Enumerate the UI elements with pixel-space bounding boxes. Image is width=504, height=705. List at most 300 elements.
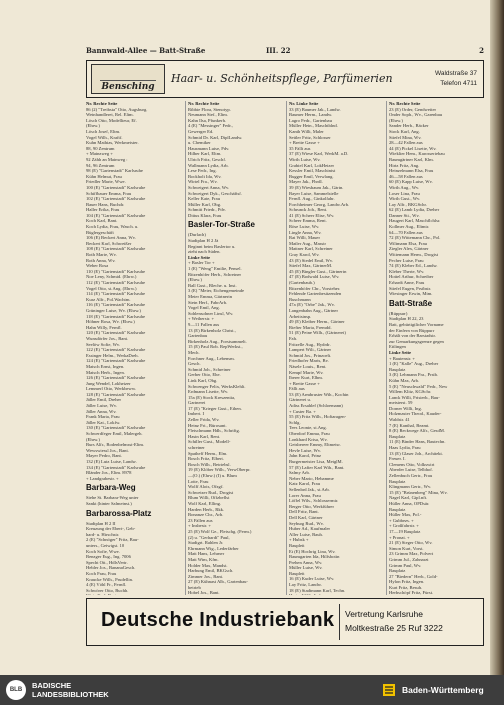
column-divider bbox=[386, 101, 387, 595]
directory-entry: Lagro Fedr., Gartenbau bbox=[289, 117, 332, 123]
directory-entry: Dell Fritz, Bant. bbox=[289, 509, 319, 515]
directory-entry: Seyburg Rud., Wv. bbox=[289, 520, 324, 526]
directory-entry: 122 (E) "Gartenstadt" Karlsruhe bbox=[86, 347, 146, 353]
column-divider bbox=[185, 101, 186, 595]
directory-entry: (Ehrw.) bbox=[389, 117, 403, 123]
directory-entry: Lay Fritz, Landw. bbox=[289, 582, 322, 588]
library-name-line2: LANDESBIBLIOTHEK bbox=[32, 690, 109, 699]
directory-entry: Stiefel Max, GärtnerM. bbox=[289, 263, 333, 269]
directory-entry: Mattner Karl, Schreiner bbox=[289, 246, 333, 252]
directory-entry: Bockholt Ida, Wv. bbox=[188, 173, 222, 179]
directory-entry: Hylon Fritz, Ingen. bbox=[389, 579, 425, 585]
directory-entry: Schmid Dr. Karl, DiplLandw. bbox=[188, 134, 243, 140]
directory-entry: 21 (E) Sieger Otto, Wv. bbox=[389, 540, 433, 546]
directory-entry: 49 (E) Kleiber Herm., Gärtner bbox=[289, 319, 345, 325]
directory-entry: Bauplatz bbox=[389, 568, 406, 574]
directory-column-2 bbox=[188, 101, 284, 595]
directory-entry: Neber Mario, Hebamme bbox=[289, 475, 334, 481]
directory-entry: 25 (E) Wolf Ge., Fleischg. (Ferm.) bbox=[188, 528, 252, 534]
directory-entry: Link Karl, Obg. bbox=[188, 377, 218, 383]
directory-entry: 47a (E) "Orbe" Jak., Wv. bbox=[289, 302, 335, 308]
directory-entry: Dorner Willi, Ing. bbox=[389, 405, 422, 411]
directory-entry: 43 (E) Siedel Emil, Wv. bbox=[289, 257, 334, 263]
directory-entry: Harden Herb., Rkk. bbox=[188, 506, 225, 512]
directory-entry: Blum Willi, Offzbeflst bbox=[188, 495, 230, 501]
directory-entry: Jahn Karol, Prinz bbox=[289, 453, 322, 459]
book-spine bbox=[490, 0, 504, 675]
directory-entry: u. Chemiker bbox=[188, 140, 211, 146]
directory-entry: Wieklier Hem., Karosseriebau bbox=[389, 151, 445, 157]
directory-entry: Herbschöpf Fritz, Fürst. bbox=[389, 590, 434, 595]
directory-entry: Weinhandlerei, Rel. Eltm. bbox=[86, 112, 134, 118]
directory-entry: + Bautenstr. + bbox=[389, 355, 415, 361]
directory-entry: 7 (E) Kanthal, Beamt. bbox=[389, 422, 430, 428]
directory-entry: Müller Hein., Maschtblnd. bbox=[289, 123, 338, 129]
directory-entry: Forchner Aug., Lebensm. bbox=[188, 355, 235, 361]
directory-entry: Gärtnerei u. bbox=[289, 397, 311, 403]
directory-entry: Matt Hans, Lehrner bbox=[188, 551, 225, 557]
bensching-logo bbox=[91, 64, 165, 94]
directory-entry: Sellenbrd Jak., st.Arb. bbox=[289, 486, 330, 492]
directory-entry: 4 (E) "Messinger" Fedr., bbox=[188, 123, 233, 129]
directory-entry: Katz Karol, Frau bbox=[289, 481, 320, 487]
directory-entry: 134 (E) "Gartenstadt" Karlsruhe bbox=[86, 464, 146, 470]
directory-entry: Wirtel Fra., Wv. bbox=[188, 179, 218, 185]
directory-entry: 88, 90 Zentrum bbox=[86, 145, 115, 151]
directory-entry: Wirth Gust., Wv. bbox=[389, 196, 421, 202]
ad-address bbox=[435, 69, 477, 89]
directory-entry: Kessler Emil, Maschinist bbox=[289, 168, 336, 174]
directory-entry: Waldstr. 41 bbox=[389, 417, 410, 423]
directory-entry: Oberdorf Emma, Frau bbox=[289, 431, 330, 437]
directory-entry: Wiltmann Elsa, Frau bbox=[389, 240, 427, 246]
state-name[interactable]: Baden-Württemberg bbox=[402, 685, 484, 695]
directory-entry: 3 (E) Lehmann Fra., Prstb. bbox=[389, 372, 439, 378]
directory-entry: 100 (E) "Gartenstadt" Karlsruhe bbox=[86, 184, 146, 190]
directory-entry: (Ehrw.) bbox=[86, 123, 100, 129]
directory-entry: Keller Kate, Frau bbox=[188, 196, 221, 202]
directory-entry: schreiner bbox=[188, 445, 205, 451]
directory-entry: 126 (E) "Gartenstadt" Karlsruhe bbox=[86, 375, 146, 381]
directory-entry: 106 (E) Beckert Anna, Wv. bbox=[86, 235, 136, 241]
blb-logo[interactable]: BLB bbox=[6, 680, 26, 700]
logo-ornament bbox=[100, 68, 156, 81]
directory-entry: 120 (E) "Gartenstadt" Karlsruhe bbox=[86, 330, 146, 336]
directory-entry: Meier Emma, Gärtnerin bbox=[188, 294, 233, 299]
directory-entry: Vogel Otto, st.Ang. (Ehrw.) bbox=[86, 285, 137, 291]
directory-entry: Bauer Hans, Buchdr. bbox=[86, 201, 125, 207]
header-section: III. 22 bbox=[266, 46, 291, 55]
directory-entry: 102 (E) "Gartenstadt" Karlsruhe bbox=[86, 196, 146, 202]
directory-entry: Essinger Helm., WerkaDreh. bbox=[86, 352, 139, 358]
directory-entry: 112 (E) "Gartenstadt" Karlsruhe bbox=[86, 280, 146, 285]
directory-columns bbox=[86, 101, 484, 595]
directory-entry: 3 (E) "Meier, Eichengemeinde bbox=[188, 288, 245, 294]
directory-entry: Forchheimer Georg, Landw.Arb. bbox=[289, 201, 350, 207]
bank-street: Moltkestraße 25 Ruf 3222 bbox=[345, 623, 443, 633]
directory-entry: 51 (E) Peine Wilh., (Gärtnerei) bbox=[289, 330, 346, 336]
directory-entry: 17—19 Bauplatz bbox=[389, 528, 421, 534]
directory-entry: Baumgarten Ida, Hilfsbotin bbox=[289, 554, 340, 560]
directory-entry: (Ehrw.) bbox=[188, 277, 202, 283]
directory-entry: Iberer Kurt, Elbm. bbox=[289, 375, 323, 381]
directory-entry: Heinz Fri., Bürosant. bbox=[188, 422, 227, 428]
directory-entry: Spatheff Herm., Elm. bbox=[188, 450, 228, 456]
directory-entry: Lampert Wili., Gärtner bbox=[289, 347, 332, 353]
directory-entry: Specht Ott., HdlsVertr. bbox=[86, 559, 128, 565]
library-name-line1: BADISCHE bbox=[32, 681, 72, 690]
directory-entry: Kreuzung der Ebert-, Geb- bbox=[86, 526, 136, 532]
directory-entry: 130 (E) "Gartenstadt" Karlsruhe bbox=[86, 425, 146, 431]
side-heading: Nr. Rechte Seite bbox=[188, 101, 220, 106]
directory-entry: Baupleit bbox=[289, 570, 305, 576]
directory-entry: Roth Marie, Wv. bbox=[86, 252, 117, 258]
directory-entry: (Ehrw.) bbox=[86, 436, 100, 442]
directory-entry: Birkenholz Aug., Forstsammelt. bbox=[188, 338, 247, 344]
directory-entry: Nagel Karl, Gipl.nft. bbox=[389, 495, 428, 501]
directory-entry: Gerber Otto, Ehe. bbox=[188, 372, 221, 378]
directory-entry: 4 (E) Vöhl Fr., Fernfl. bbox=[86, 582, 127, 588]
directory-entry: Lösch Otto, Modellieur, Ef. bbox=[86, 117, 137, 123]
directory-entry: Geisbereer Emmy, Eltmeisr. bbox=[289, 442, 341, 448]
directory-entry bbox=[289, 593, 385, 595]
directory-entry: + Mainzweg + bbox=[86, 151, 113, 157]
directory-entry: Erhardt Anne, Frau bbox=[389, 280, 425, 285]
directory-entry: 114 (E) "Gartenstadt" Karlsruhe bbox=[86, 291, 146, 297]
directory-entry: Dell Karl, Gärtner bbox=[289, 514, 323, 520]
directory-entry: Hüller Max, Pol.- bbox=[389, 512, 422, 518]
directory-entry: Roth Anna, Wv. bbox=[86, 257, 116, 263]
directory-entry: Maisch Ernst, Ingen. bbox=[86, 363, 125, 369]
directory-entry: Freuer. I. bbox=[389, 456, 406, 462]
directory-entry: + Basler Tor + bbox=[188, 260, 215, 266]
directory-entry: 27 (E) Kühnast Alb., Gartenbau- bbox=[188, 579, 248, 585]
directory-entry: Weber Rosa bbox=[86, 263, 109, 269]
directory-entry: Burgermeister Lisa, MetglM. bbox=[289, 459, 343, 464]
library-name[interactable] bbox=[32, 681, 109, 699]
directory-entry: Ulrich Fritz, Geschf. bbox=[188, 156, 227, 162]
directory-entry: Grimm Jul., Zahnarzt bbox=[389, 556, 429, 562]
directory-entry: Jäller Luise, Wv. bbox=[86, 403, 117, 409]
directory-entry: Gesch. bbox=[188, 361, 201, 367]
street-heading: Batt-Straße bbox=[389, 298, 433, 308]
header-page-number: 2 bbox=[479, 46, 484, 55]
directory-entry: Et (E) Hochrig Lina, Wv. bbox=[289, 548, 336, 554]
directory-entry: 118 (E) "Gartenstadt" Karlsruhe bbox=[86, 313, 146, 319]
directory-entry: Kurt Fritz, Besuh. bbox=[389, 584, 423, 590]
directory-entry: Schlg. bbox=[289, 419, 301, 425]
directory-entry: Rai Willi, Mauer bbox=[289, 235, 320, 241]
directory-entry: 98 (E) "Gartenstadt" Karlsruhe bbox=[86, 168, 143, 174]
side-heading: Nr. Rechte Seite bbox=[86, 101, 118, 106]
directory-entry: Ziegler Alex, Gärtner bbox=[389, 246, 429, 252]
directory-entry: Fehlende Gartenbesitzenden bbox=[289, 291, 342, 297]
directory-entry: Wolf Karl, Elling. bbox=[188, 500, 222, 506]
directory-entry: Kanth Willi, Maler bbox=[289, 128, 324, 134]
directory-entry: 128 (E) "Gartenstadt" Karlsruhe bbox=[86, 391, 146, 397]
directory-entry: Prehen Anna, Wv. bbox=[289, 559, 323, 565]
directory-entry: Kleber Therie, Wv. bbox=[389, 268, 425, 274]
directory-entry: 9—11 Fallen aus bbox=[188, 321, 220, 327]
directory-entry: Seelöw Sofie, Wv. bbox=[86, 341, 121, 347]
directory-entry: 17 (E) "Krieger Gust., Ethen. bbox=[188, 405, 242, 411]
directory-entry: Bauplatz bbox=[389, 478, 406, 484]
directory-entry: Lemmerl Otto, Werkbeww. bbox=[86, 386, 137, 392]
directory-entry: Bauplatz bbox=[389, 366, 406, 372]
ad-street: Waldstraße 37 bbox=[434, 70, 477, 77]
directory-entry: + Weiherstr. + bbox=[188, 316, 215, 322]
directory-entry: 92 Zähh an Mainweg : bbox=[86, 156, 128, 162]
directory-entry: Ritzenhöfer Chr., Vorsteher. bbox=[289, 285, 341, 291]
directory-entry: + Custer Ba. + bbox=[289, 408, 316, 414]
directory-entry: Mayer Pedro, Bant. bbox=[86, 453, 122, 459]
directory-entry: Jung Wendel, Lokheizer bbox=[86, 380, 131, 386]
directory-entry: 13 (E) Birkenholz Christ., bbox=[188, 327, 236, 333]
directory-entry: Wewswiessl Jos., Bant. bbox=[86, 447, 129, 453]
ad-divider bbox=[339, 604, 340, 640]
directory-entry: Bonanze Chr., Arb. bbox=[188, 512, 224, 518]
directory-entry: 74 (E) Kleber Ed., Landw. bbox=[389, 263, 438, 269]
directory-entry: Siehe St. Barbara-Weg unter bbox=[86, 495, 139, 501]
directory-entry: Haugert Karl, Maschflchlsr. bbox=[389, 218, 441, 224]
side-heading: Linke Seite bbox=[188, 254, 211, 260]
column-divider bbox=[286, 101, 287, 595]
directory-entry: Heinzelmann Elsa, Frau bbox=[389, 168, 434, 174]
directory-entry: Schweigert Anna, Wv. bbox=[188, 184, 230, 190]
coat-of-arms-icon bbox=[382, 683, 396, 697]
directory-entry: 15a (E) Stock Kreszentia, bbox=[188, 394, 236, 400]
directory-entry: 104 (E) "Gartenstadt" Karlsruhe bbox=[86, 212, 146, 218]
directory-entry: 23 Fällen aus bbox=[188, 517, 213, 523]
directory-entry: Stadtgrt. Rahlen Jr. bbox=[188, 540, 224, 546]
directory-entry: 15 (E) Paul Rob. RepWerkst., bbox=[188, 344, 243, 350]
directory-entry: 19 (E) Klöber Wilh., VerwOberpr. bbox=[188, 467, 251, 473]
directory-entry: Jäller Kat., Lokfw. bbox=[86, 419, 121, 425]
directory-entry: Koch Frau, Frau bbox=[86, 570, 117, 576]
directory-entry: Settler Fritz, Schlosser bbox=[289, 134, 331, 140]
directory-entry: betrieb bbox=[188, 584, 201, 590]
directory-entry: Grimm Paul, Wv. bbox=[389, 562, 422, 568]
directory-entry: Kuhn Mathias, Werkmeister. bbox=[86, 140, 139, 146]
directory-entry: Matt Wim, Kfm. bbox=[188, 556, 219, 562]
directory-entry: Mech. bbox=[188, 349, 200, 355]
directory-entry: Klingmann Gertr., Wv. bbox=[389, 484, 432, 490]
directory-entry: Bauplatz bbox=[389, 433, 406, 439]
directory-entry: Kühn Max, Arb. bbox=[389, 377, 420, 383]
directory-entry: 37 (E) Wiese Karl, WerkM. a.D. bbox=[289, 151, 349, 157]
directory-entry: Kollmer Aug., Eltmtr. bbox=[389, 224, 430, 230]
directory-entry: Burs Alfr., Bodenbelmsst-Eltm. bbox=[86, 442, 145, 448]
directory-entry: Haas Lydia, Frau bbox=[389, 445, 421, 451]
directory-entry: 124 (E) "Gartenstadt" Karlsruhe bbox=[86, 358, 146, 364]
directory-entry: Stiefel Eugen, Prstbstr. bbox=[389, 285, 432, 291]
directory-entry: Neumann Stef., Eltm. bbox=[188, 112, 228, 118]
directory-entry: Willem Klitz, KGSchr. bbox=[389, 389, 432, 395]
directory-entry: Schmid Jos., Prinzoelt. bbox=[289, 352, 332, 358]
directory-entry: Hahn Willy, Fernfl. bbox=[86, 324, 122, 330]
directory-entry: Ettlingen bbox=[389, 344, 406, 350]
directory-entry: 5 (E) "Neuschwald" Fedr., New bbox=[389, 383, 448, 389]
directory-entry: Baumer Herm., Landw. bbox=[289, 112, 333, 118]
directory-entry: Stadtplan H 2 Jä bbox=[188, 238, 219, 244]
directory-entry: Batt, gebürtigtlicher Vorname bbox=[389, 321, 444, 327]
directory-entry: Stadtplan H 2 II bbox=[86, 520, 116, 526]
street-heading: Barbara-Weg bbox=[86, 483, 136, 493]
directory-entry: 44 (E) Pickel Lisette, Wv. bbox=[389, 145, 437, 151]
directory-entry: Beginnt beim Baslertor u. bbox=[188, 243, 236, 249]
directory-entry: Fällt aus bbox=[289, 386, 305, 392]
directory-entry: Baumgärtner Karl, Klm. bbox=[389, 156, 434, 162]
directory-entry: (Rüppurr) bbox=[389, 310, 408, 316]
directory-entry: Kempf Marie, Wv. bbox=[289, 369, 324, 375]
directory-entry: 28—42 Fallen aus bbox=[389, 140, 423, 146]
directory-entry: Hottel Arthur, Schreiber bbox=[389, 274, 434, 280]
directory-entry: Dittus Klara, Frau bbox=[188, 212, 222, 218]
directory-entry: 86 (2) "Treibsta" Otto, Augsburg. bbox=[86, 106, 148, 112]
directory-entry: Bosch Fritz, Elbert. bbox=[188, 456, 224, 462]
directory-entry: Bugger Emil, Verwlang. bbox=[289, 173, 334, 179]
directory-entry: 27 "Biedern" Herb., Gold- bbox=[389, 573, 438, 579]
directory-entry: 35 Fällt aus bbox=[289, 145, 311, 151]
directory-entry: 18 (E) Stadtmann Karl, Techn. bbox=[289, 587, 346, 593]
directory-entry: 47 (E) Bodwald Luise, Wv. bbox=[289, 274, 340, 280]
directory-entry: + Hubsk + bbox=[289, 537, 309, 543]
directory-entry: 23 Grimm Max, Polvert bbox=[389, 551, 434, 557]
directory-entry: Grüninger Luise, Wv. (Ehrw.) bbox=[86, 307, 141, 313]
directory-entry: hard- u. Hirschstr. bbox=[86, 531, 120, 537]
directory-entry: Bländer Jos., Eltm. 8978 bbox=[86, 470, 132, 476]
directory-entry: 1 (E) "Kalle" Aug., Dreher bbox=[389, 361, 439, 367]
directory-entry: Adiss Ersahlef (Schloemann) bbox=[289, 403, 343, 409]
bank-name: Deutsche Industriebank bbox=[101, 609, 335, 631]
directory-entry: Maisch Herb., Ingen. bbox=[86, 369, 125, 375]
directory-entry: 110 (E) "Gartenstadt" Karlsruhe bbox=[86, 268, 146, 274]
directory-entry: Zellenbuch Gertr., Frau bbox=[389, 473, 433, 478]
directory-entry: 13 (E) Glaser Joh., Architekt. bbox=[389, 450, 443, 456]
directory-entry: Gewerger Ed. bbox=[188, 128, 214, 134]
directory-entry: Sohlensohner Linsl, Wv. bbox=[188, 310, 234, 316]
directory-entry: Koch Sofie, Wwe. bbox=[86, 548, 120, 554]
directory-entry: Lotte, Frau bbox=[188, 478, 209, 484]
directory-entry: + Großfahrstr. + bbox=[389, 523, 419, 529]
top-advertisement bbox=[86, 60, 484, 98]
directory-entry: Sankt (hinter Salmeinst.) bbox=[86, 500, 132, 506]
directory-entry: 8 (E) Reckwege Alfr., GesdM. bbox=[389, 428, 446, 434]
directory-entry: Langenbahn Aug., Gärtner bbox=[289, 307, 338, 313]
directory-entry: Baupleit bbox=[289, 542, 305, 548]
directory-entry: 45 (E) Bingler Gust., Gärtnerin bbox=[289, 268, 347, 274]
directory-entry: Näsele Louis., Rent. bbox=[289, 363, 327, 369]
directory-entry: Bauplatz bbox=[389, 506, 406, 512]
directory-entry: Müller Karl, Obg. bbox=[188, 201, 222, 207]
side-heading: Linke Seite bbox=[389, 349, 412, 355]
directory-entry: Kühn Helmut, Frau bbox=[86, 173, 122, 179]
directory-entry: + Breite Gasse + bbox=[289, 380, 320, 386]
directory-entry: + Pronat. + bbox=[389, 534, 410, 540]
directory-entry: Huber Ad., Kaufmaler bbox=[289, 526, 331, 532]
directory-entry: meisterst. 59 bbox=[389, 400, 413, 406]
directory-entry: 132 (E) Lutz Luise, Landw. bbox=[86, 459, 137, 464]
directory-entry: + Insbestr. + bbox=[188, 523, 211, 529]
street-heading: Basler-Tor-Straße bbox=[188, 220, 255, 230]
directory-entry: Jäller Anna, Wv. bbox=[86, 408, 117, 414]
directory-entry: Hebler Jos., BananaGesch. bbox=[86, 565, 136, 571]
directory-entry: Zimmer Jos., Bant. bbox=[188, 573, 224, 579]
directory-entry: Onder Soph., Wv., Garenbau bbox=[389, 112, 443, 118]
directory-entry: Loser Lina, Frau bbox=[389, 190, 420, 196]
directory-entry: Lay Alfr., BKGSchr. bbox=[389, 201, 427, 207]
ad-slogan: Haar- u. Schönheitspflege, Parfümerien bbox=[171, 72, 393, 85]
directory-entry: Schiller Gust., Modell- bbox=[188, 439, 231, 445]
directory-entry: 94, 96 Zentrum bbox=[86, 162, 115, 168]
directory-entry: Lorer Anna, Frau bbox=[289, 492, 321, 498]
directory-entry: Ball Gust., Bleche. u. Inst. bbox=[188, 282, 237, 288]
directory-entry: Röse Luise, Wv. bbox=[289, 224, 320, 230]
directory-entry: Hasin Karl, Rent. bbox=[188, 433, 221, 439]
directory-entry: Vogel Wilh., Kraftf. bbox=[86, 134, 123, 140]
directory-entry: —(O.) (Ehrw.) (I) u. Blum bbox=[188, 473, 237, 478]
directory-entry: Lonkhard Krisa, Wv. bbox=[289, 436, 328, 442]
directory-entry: Sander Herb., Bäcker bbox=[389, 123, 429, 129]
directory-entry: (Gartenbaub.) bbox=[289, 280, 315, 285]
directory-entry: Beckert Karl, Schweißer bbox=[86, 240, 132, 246]
directory-entry: 46—58 Fallen aus bbox=[389, 173, 423, 179]
directory-entry: Harbung Emil, BKGsch. bbox=[188, 568, 234, 574]
ad-phone: Telefon 4711 bbox=[440, 80, 477, 87]
directory-entry: Müller Luise, Wv. bbox=[289, 565, 323, 571]
directory-entry: Stein Herf., FabrArb. bbox=[188, 299, 228, 305]
directory-entry: 11 (E) Binder Hans, Bautechn. bbox=[389, 439, 446, 445]
directory-entry: 15 (E) "Brünenberg" Mina, Wv. bbox=[389, 489, 448, 495]
directory-entry: Wunsdörfer Jos., Bant. bbox=[86, 335, 129, 341]
directory-entry: Friedler Marie, Wwe. bbox=[86, 179, 126, 185]
bank-branch: Vertretung Karlsruhe bbox=[345, 609, 423, 619]
directory-entry: + Gubbezs. + bbox=[389, 517, 414, 523]
directory-entry: Vogel Emil, Ang. bbox=[188, 305, 220, 311]
directory-entry: unters., Geiwigst. 10 bbox=[86, 542, 125, 548]
bank-address bbox=[345, 607, 443, 635]
directory-entry: Fritzelle Aug., Hydrdr. bbox=[289, 341, 331, 347]
directory-entry: 23 (E) Order, Gendweiter bbox=[389, 106, 437, 112]
directory-entry: Mayer Jak., Fhrdl. bbox=[289, 179, 323, 185]
directory-entry: 16 (E) Kuder Luise, Wv. bbox=[289, 576, 335, 582]
directory-entry: Schmitt Friedr., Pdv. bbox=[188, 207, 226, 213]
directory-entry: Hirtz Fritz, Ang. bbox=[389, 162, 420, 168]
directory-entry: Ehrmann Wig., Lederfärber bbox=[188, 545, 239, 551]
directory-entry: Hausmann Luise, Pdv. bbox=[188, 145, 230, 151]
directory-entry: Schmid Joh., Schreiner bbox=[188, 366, 231, 372]
directory-entry: Erdmann Lisette, Wv. bbox=[188, 389, 229, 395]
directory-entry: der Einfern von Rüppurr bbox=[389, 327, 435, 333]
directory-entry: Pecher Luise, Frau bbox=[389, 257, 424, 263]
directory-entry: Stock Karl, Ang. bbox=[389, 128, 420, 134]
directory-entry: Mailer Aug., Masstr bbox=[289, 240, 327, 246]
directory-entry: Simon Kurt, Vorst. bbox=[389, 545, 424, 551]
directory-entry: Hobel Jos., Bant. bbox=[188, 590, 220, 595]
directory-entry: Stadtplan H 22, 23 bbox=[389, 316, 424, 322]
directory-entry: Koch Karl, Bant. bbox=[86, 218, 118, 224]
directory-entry: Frank Maria, Frau bbox=[86, 414, 120, 420]
directory-entry: Wirth Aug., Wv. bbox=[389, 184, 420, 190]
directory-entry: Schwenger Felix, WerksKlehlt. bbox=[188, 383, 246, 389]
directory-entry: Schweizer Rud., Drogist bbox=[188, 489, 234, 495]
directory-entry: Ribbie Flora, Stenotyp. bbox=[188, 106, 231, 112]
directory-entry: 53 (E) Armbruster Wih., Kochin bbox=[289, 391, 349, 397]
directory-entry: Fernfl. Aug., Ginkolfahr. bbox=[289, 196, 335, 202]
directory-entry: + Breite Gasse + bbox=[289, 140, 320, 146]
directory-entry: 41 (E) Scheer Elise, Wv. bbox=[289, 212, 335, 218]
directory-entry: Stiefel Mina, Wv. bbox=[389, 134, 422, 140]
